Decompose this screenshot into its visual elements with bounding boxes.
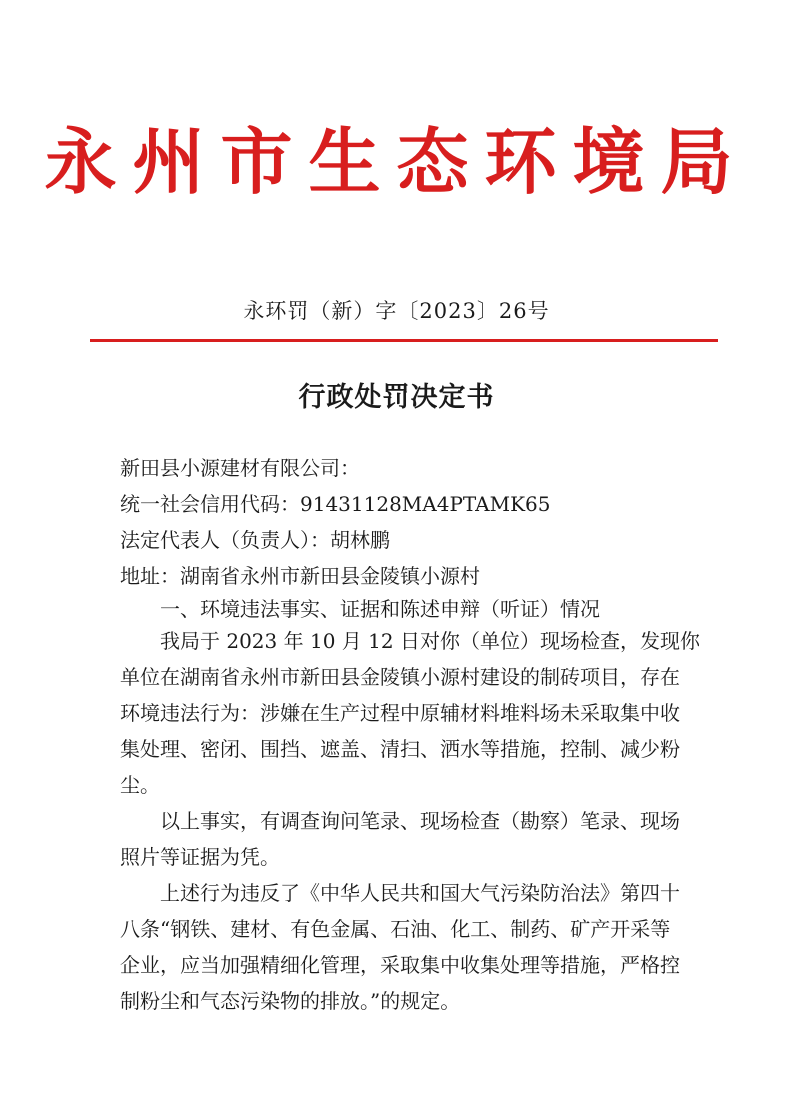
paragraph-line: 上述行为违反了《中华人民共和国大气污染防治法》第四十 (160, 881, 680, 905)
paragraph-line: 制粉尘和气态污染物的排放。”的规定。 (120, 989, 461, 1013)
document-title: 行政处罚决定书 (298, 382, 495, 413)
paragraph-line: 我局于 2023 年 10 月 12 日对你（单位）现场检查，发现你 (160, 629, 700, 653)
agency-letterhead: 永州市生态环境局 (44, 119, 749, 204)
paragraph-line: 单位在湖南省永州市新田县金陵镇小源村建设的制砖项目，存在 (120, 665, 680, 689)
paragraph-line: 照片等证据为凭。 (120, 845, 280, 869)
document-number: 永环罚（新）字〔2023〕26号 (243, 299, 550, 323)
paragraph-line: 企业，应当加强精细化管理，采取集中收集处理等措施，严格控 (120, 953, 680, 977)
paragraph-line: 八条“钢铁、建材、有色金属、石油、化工、制药、矿产开采等 (120, 917, 671, 941)
party-name: 新田县小源建材有限公司： (120, 456, 360, 480)
red-divider-line (90, 339, 718, 342)
paragraph-line: 以上事实，有调查询问笔录、现场检查（勘察）笔录、现场 (160, 809, 680, 833)
paragraph-line: 环境违法行为：涉嫌在生产过程中原辅材料堆料场未采取集中收 (120, 701, 680, 725)
credit-code: 统一社会信用代码：91431128MA4PTAMK65 (120, 492, 551, 516)
party-address: 地址：湖南省永州市新田县金陵镇小源村 (120, 564, 480, 588)
legal-representative: 法定代表人（负责人）：胡林鹏 (120, 528, 390, 552)
paragraph-line: 集处理、密闭、围挡、遮盖、清扫、洒水等措施，控制、减少粉 (120, 737, 680, 761)
paragraph-line: 尘。 (120, 773, 160, 797)
section-heading: 一、环境违法事实、证据和陈述申辩（听证）情况 (160, 597, 600, 621)
